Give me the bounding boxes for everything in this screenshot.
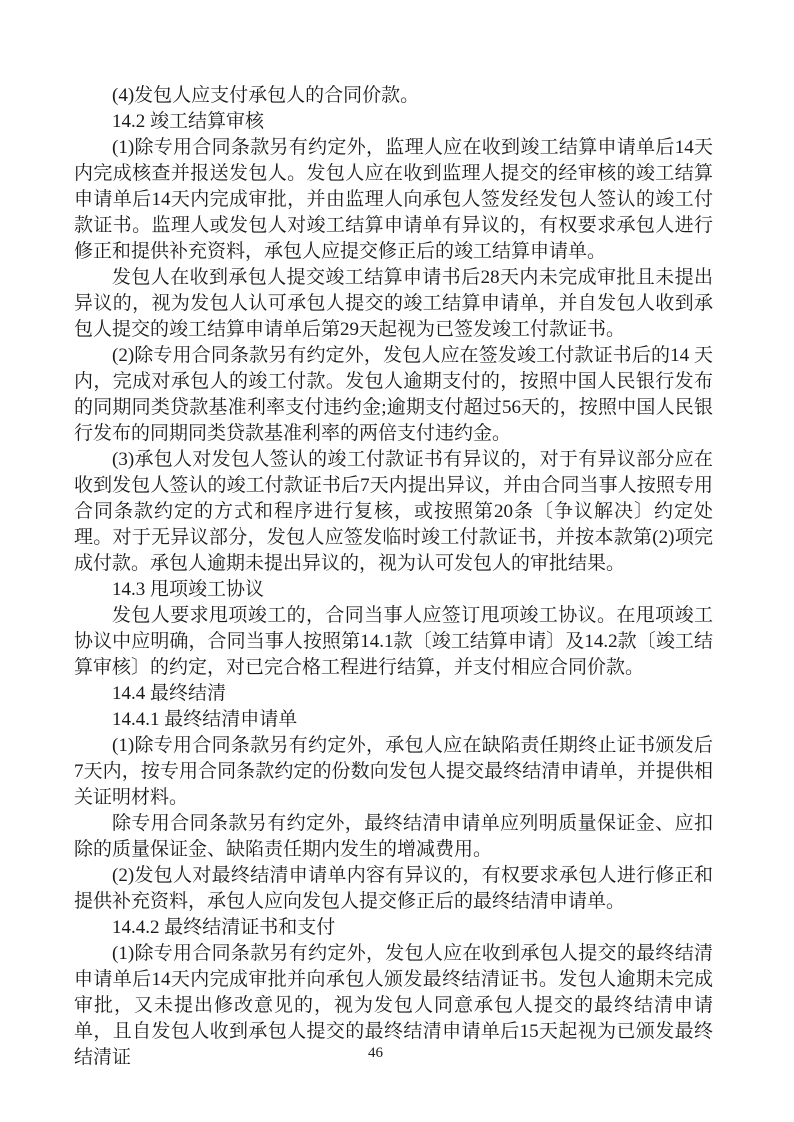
clause-heading-14-3: 14.3 甩项竣工协议 xyxy=(112,579,265,600)
page-number: 46 xyxy=(368,1045,383,1061)
clause-paragraph-14-4-2-item1: (1)除专用合同条款另有约定外，发包人应在收到承包人提交的最终结清申请单后14天内完成审批并向承包人颁发最终结清证书。发包人逾期未完成审批，又未提出修改意见的，视为发包人同意承包人提交的最终结清申请单，且自发包人收到承包人提交的最终结清申请单后15天起视为已颁发最终结清证 xyxy=(74,943,713,1068)
clause-heading-14-4-1: 14.4.1 最终结清申请单 xyxy=(112,709,298,730)
clause-paragraph-14-4-1-contents: 除专用合同条款另有约定外，最终结清申请单应列明质量保证金、应扣除的质量保证金、缺陷责任期内发生的增减费用。 xyxy=(74,813,713,860)
clause-paragraph-14-2-deemed-approval: 发包人在收到承包人提交竣工结算申请书后28天内未完成审批且未提出异议的，视为发包人认可承包人提交的竣工结算申请单，并自发包人收到承包人提交的竣工结算申请单后第29天起视为已签发竣工付款证书。 xyxy=(74,267,713,340)
contract-text-body xyxy=(74,83,713,1071)
clause-heading-14-4-2: 14.4.2 最终结清证书和支付 xyxy=(112,917,336,938)
clause-paragraph-14-3-body: 发包人要求甩项竣工的，合同当事人应签订甩项竣工协议。在甩项竣工协议中应明确，合同当事人按照第14.1款〔竣工结算申请〕及14.2款〔竣工结算审核〕的约定，对已完合格工程进行结算，并支付相应合同价款。 xyxy=(74,605,713,678)
clause-heading-14-4: 14.4 最终结清 xyxy=(112,683,227,704)
clause-paragraph-14-2-item3: (3)承包人对发包人签认的竣工付款证书有异议的，对于有异议部分应在收到发包人签认的竣工付款证书后7天内提出异议，并由合同当事人按照专用合同条款约定的方式和程序进行复核，或按照第20条〔争议解决〕约定处理。对于无异议部分，发包人应签发临时竣工付款证书，并按本款第(2)项完成付款。承包人逾期未提出异议的，视为认可发包人的审批结果。 xyxy=(74,449,713,574)
clause-paragraph-14-4-1-item1: (1)除专用合同条款另有约定外，承包人应在缺陷责任期终止证书颁发后7天内，按专用合同条款约定的份数向发包人提交最终结清申请单，并提供相关证明材料。 xyxy=(74,735,713,808)
clause-paragraph-14-1-item4: (4)发包人应支付承包人的合同价款。 xyxy=(112,85,420,106)
clause-heading-14-2: 14.2 竣工结算审核 xyxy=(112,111,265,132)
page-footer xyxy=(74,1044,677,1062)
clause-paragraph-14-2-item1: (1)除专用合同条款另有约定外，监理人应在收到竣工结算申请单后14天内完成核查并报送发包人。发包人应在收到监理人提交的经审核的竣工结算申请单后14天内完成审批，并由监理人向承包人签发经发包人签认的竣工付款证书。监理人或发包人对竣工结算申请单有异议的，有权要求承包人进行修正和提供补充资料，承包人应提交修正后的竣工结算申请单。 xyxy=(74,137,713,262)
clause-paragraph-14-2-item2: (2)除专用合同条款另有约定外，发包人应在签发竣工付款证书后的14 天内，完成对承包人的竣工付款。发包人逾期支付的，按照中国人民银行发布的同期同类贷款基准利率支付违约金;逾期支付超过56天的，按照中国人民银行发布的同期同类贷款基准利率的两倍支付违约金。 xyxy=(74,345,713,444)
clause-paragraph-14-4-1-item2: (2)发包人对最终结清申请单内容有异议的，有权要求承包人进行修正和提供补充资料，承包人应向发包人提交修正后的最终结清申请单。 xyxy=(74,865,713,912)
